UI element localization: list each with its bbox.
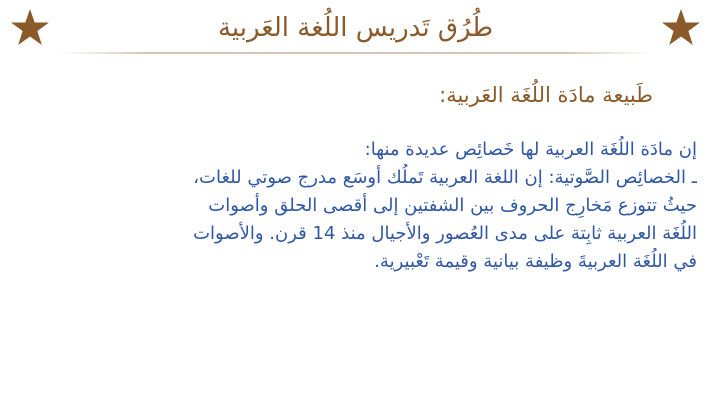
body-text [9, 136, 697, 276]
star-icon-shape [661, 8, 701, 46]
star-icon [661, 8, 701, 46]
slide-title: طُرُق تَدريس اللُغة العَربية [217, 13, 494, 43]
body-line: ـ الخصائِص الصَّوتية: إن اللغة العربية تَملُك أوسَع مدرج صوتي للغات، [193, 167, 697, 188]
body-line: إن مادَة اللُغَة العربية لها خَصائِص عديدة منها: [364, 139, 697, 160]
section-heading: طَبيعة مادَة اللُغَة العَربية: [439, 83, 653, 107]
body-line: حيثُ تتوزع مَخارِج الحروف بين الشفتين إلى أقصى الحلق وأصوات [208, 195, 697, 216]
title-divider [58, 52, 653, 54]
body-line: في اللُغَة العربيةَ وظيفة بيانية وقيمة تَعْبيرية. [374, 251, 697, 272]
body-line: اللُغَة العربية ثابِتة على مدى العُصور والأجيال منذ 14 قرن. والأصوات [193, 223, 697, 244]
